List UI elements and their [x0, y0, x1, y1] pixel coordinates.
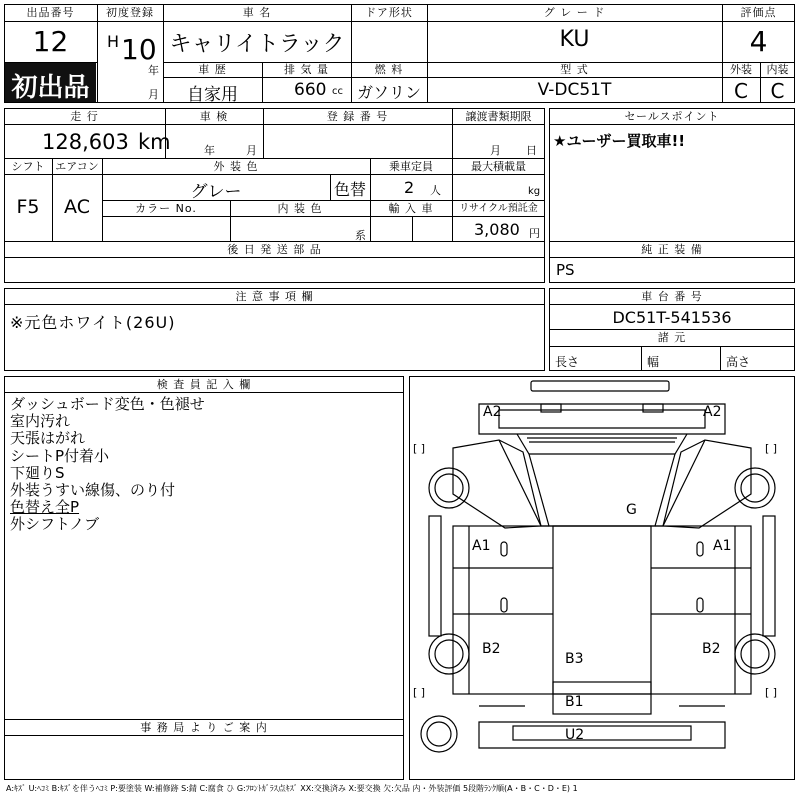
history: 自家用 [187, 85, 238, 105]
color-label: 外 装 色 [213, 160, 259, 173]
interior-color-label: 内 装 色 [277, 202, 323, 215]
mileage-unit: km [138, 130, 171, 154]
damage-mark: A2 [483, 404, 502, 420]
inspector-line: 室内汚れ [10, 412, 71, 431]
car-name-label: 車 名 [242, 6, 272, 19]
damage-mark: G [626, 502, 637, 518]
first-reg-year: 10 [121, 33, 157, 66]
damage-mark: A1 [713, 538, 732, 554]
inspector-line: シートP付着小 [10, 446, 110, 465]
sales-point-label: セールスポイント [624, 110, 720, 123]
mileage: 128,603 [42, 130, 129, 154]
inspection-label: 車 検 [199, 110, 229, 123]
capacity-unit: 人 [430, 184, 441, 197]
damage-mark: B3 [565, 651, 584, 667]
office-label: 事 務 局 よ り ご 案 内 [140, 721, 268, 734]
door-label: ドア形状 [365, 6, 413, 19]
score-label: 評価点 [740, 6, 777, 19]
shift-label: シフト [11, 160, 45, 173]
recycle-label: リサイクル預託金 [459, 203, 538, 214]
first-reg-label: 初度登録 [106, 6, 154, 19]
damage-mark: B2 [482, 641, 501, 657]
capacity-label: 乗車定員 [389, 160, 433, 173]
inspector-line: 外装うすい線傷、のり付 [10, 481, 176, 500]
length-label: 長さ [555, 355, 580, 369]
history-label: 車 歴 [198, 63, 227, 76]
lot-no: 12 [32, 25, 69, 58]
notes-label: 注 意 事 項 欄 [235, 290, 314, 303]
legend: A:ｷｽﾞ U:ﾍｺﾐ B:ｷｽﾞを伴うﾍｺﾐ P:要塗装 W:補修跡 S:錆 C:腐食 ひ G:ﾌﾛﾝﾄｶﾞﾗｽ点ｷｽﾞ XX:交換済み X:要交換 欠:欠品 内・外装評価 5段階ﾗﾝｸ順(A・B・C・D・E) 1 [6, 784, 578, 793]
damage-mark: B2 [702, 641, 721, 657]
damage-mark: U2 [565, 727, 585, 743]
truck-diagram [409, 376, 795, 780]
equipment: PS [556, 261, 575, 279]
displacement-label: 排 気 量 [284, 63, 329, 76]
ac-label: エアコン [55, 160, 99, 173]
inspector-label: 検 査 員 記 入 欄 [156, 378, 252, 391]
shift: F5 [16, 196, 40, 218]
inspector-line: ダッシュボード変色・色褪せ [10, 395, 205, 413]
equipment-label: 純 正 装 備 [641, 243, 703, 256]
transfer-label: 譲渡書類期限 [465, 110, 532, 123]
first-listing-text: 初出品 [11, 73, 90, 103]
inspection-month-unit: 月 [246, 144, 257, 157]
inspector-line: 天張はがれ [10, 429, 86, 448]
inspector-notes [10, 396, 400, 534]
interior-color-suffix: 系 [355, 229, 366, 242]
inspector-line: 色替え全P [10, 498, 80, 517]
damage-mark: B1 [565, 694, 584, 710]
inspector-line: 外シフトノブ [10, 515, 100, 534]
bracket-mark: [ ] [413, 686, 426, 699]
bracket-mark: [ ] [765, 686, 778, 699]
mileage-label: 走 行 [70, 110, 99, 123]
transfer-month-unit: 月 [490, 144, 501, 157]
int-score-label: 内装 [766, 63, 789, 76]
car-name: キャリイトラック [169, 32, 345, 57]
width-label: 幅 [647, 355, 660, 369]
fuel-label: 燃 料 [374, 63, 404, 76]
grade-label: グ レ ー ド [543, 6, 606, 19]
transfer-day-unit: 日 [526, 144, 537, 157]
ext-score-label: 外装 [730, 63, 752, 76]
damage-mark: A2 [703, 404, 722, 420]
exterior-color: グレー [190, 182, 242, 202]
note-text: ※元色ホワイト(26U) [10, 313, 176, 332]
chassis-label: 車 台 番 号 [641, 290, 703, 303]
year-unit: 年 [148, 64, 159, 77]
max-load-label: 最大積載量 [471, 160, 526, 173]
load-unit: kg [528, 186, 541, 197]
recycle-unit: 円 [529, 227, 540, 240]
sales-point: ★ユーザー買取車!! [553, 132, 686, 150]
bracket-mark: [ ] [765, 442, 778, 455]
recycle-fee: 3,080 [474, 220, 520, 239]
capacity: 2 [404, 178, 415, 197]
overall-score: 4 [749, 25, 768, 58]
import-label: 輸 入 車 [388, 202, 434, 215]
aircon: AC [64, 196, 90, 218]
era: H [107, 32, 120, 51]
later-parts-label: 後 日 発 送 部 品 [227, 243, 322, 256]
month-unit: 月 [148, 88, 159, 101]
chassis-number: DC51T-541536 [612, 308, 732, 327]
inspection-year-unit: 年 [204, 144, 215, 157]
lot-no-label: 出品番号 [26, 6, 75, 19]
reg-no-label: 登 録 番 号 [326, 110, 389, 123]
displacement: 660 [294, 80, 327, 100]
model: V-DC51T [537, 80, 612, 100]
displacement-unit: cc [332, 86, 343, 97]
specs-label: 諸 元 [657, 331, 687, 344]
height-label: 高さ [726, 355, 751, 369]
int-score: C [770, 79, 785, 103]
ext-score: C [734, 79, 748, 103]
repaint-mark: 色替 [333, 180, 366, 199]
inspector-line: 下廻りS [10, 463, 65, 482]
color-no-label: カラー No. [135, 202, 197, 215]
model-label: 型 式 [560, 63, 589, 76]
fuel: ガソリン [356, 83, 421, 102]
grade: KU [559, 27, 590, 52]
damage-mark: A1 [472, 538, 491, 554]
bracket-mark: [ ] [413, 442, 426, 455]
